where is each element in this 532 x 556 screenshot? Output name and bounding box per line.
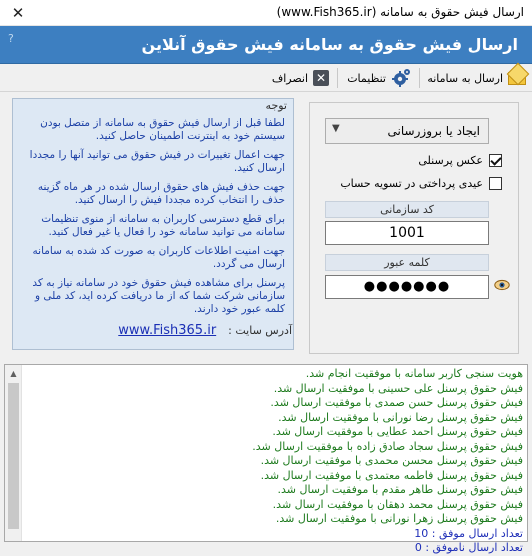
- close-icon: ✕: [313, 70, 329, 86]
- form-panel: [309, 102, 519, 354]
- log-line: فیش حقوق پرسنل فاطمه معتمدی با موفقیت ارسال شد.: [260, 468, 523, 482]
- note-item: جهت اعمال تغییرات در فیش حقوق می توانید آنها را مجددا ارسال کنید.: [29, 149, 285, 174]
- note-item: جهت امنیت اطلاعات کاربران به صورت کد شده به سامانه ارسال می گردد.: [32, 245, 285, 270]
- close-window-button[interactable]: ✕: [11, 4, 25, 22]
- log-line: هویت سنجی کاربر سامانه با موفقیت انجام شد.: [305, 367, 523, 380]
- log-line: فیش حقوق پرسنل سجاد صادق زاده با موفقیت ارسال شد.: [252, 439, 523, 453]
- gear-icon: [391, 68, 411, 88]
- note-item: پرسنل برای مشاهده فیش حقوق خود در سامانه نیاز به کد سازمانی شرکت شما که از ما دریافت کرده اید، کد ملی و کلمه عبور خود دارند.: [32, 277, 285, 315]
- note-panel: [12, 98, 294, 350]
- note-title: توجه: [265, 99, 287, 112]
- page-title: ارسال فیش حقوق به سامانه فیش حقوق آنلاین: [141, 35, 518, 54]
- title-bar: [0, 0, 532, 26]
- log-line: فیش حقوق پرسنل علی حسینی با موفقیت ارسال شد.: [273, 381, 523, 395]
- log-output[interactable]: [4, 364, 528, 554]
- password-label: کلمه عبور: [325, 254, 489, 271]
- org-code-label: کد سازمانی: [325, 201, 489, 218]
- scrollbar-thumb[interactable]: [8, 383, 19, 529]
- header-banner: [0, 26, 532, 64]
- window-title: ارسال فیش حقوق به سامانه (www.Fish365.ir): [276, 5, 524, 19]
- log-line: فیش حقوق پرسنل رضا نورانی با موفقیت ارسال شد.: [278, 410, 523, 424]
- operation-mode-select[interactable]: [325, 118, 489, 144]
- note-item: لطفا قبل از ارسال فیش حقوق به سامانه از متصل بودن سیستم خود به اینترنت اطمینان حاصل کنید.: [40, 117, 285, 142]
- toolbar: [0, 64, 532, 92]
- org-code-field[interactable]: 1001: [325, 221, 489, 245]
- eid-payment-checkbox-row[interactable]: [340, 174, 502, 192]
- success-count: تعداد ارسال موفق : 10: [414, 526, 523, 540]
- toolbar-divider: [337, 68, 338, 88]
- log-line: فیش حقوق پرسنل احمد عطایی با موفقیت ارسال شد.: [272, 425, 523, 438]
- envelope-icon: [508, 72, 526, 85]
- eid-payment-checkbox[interactable]: [489, 177, 502, 190]
- settings-label: تنظیمات: [347, 71, 386, 85]
- log-lines: [23, 367, 523, 556]
- personnel-photo-checkbox[interactable]: [489, 154, 502, 167]
- send-to-system-button[interactable]: [427, 67, 526, 89]
- failed-count: تعداد ارسال ناموفق : 0: [414, 541, 523, 554]
- website-link[interactable]: www.Fish365.ir: [118, 323, 217, 338]
- note-list: [19, 117, 285, 322]
- help-icon[interactable]: ?: [8, 32, 14, 45]
- log-line: فیش حقوق پرسنل طاهر مقدم با موفقیت ارسال شد.: [277, 483, 523, 496]
- personnel-photo-label: عکس پرسنلی: [418, 153, 483, 167]
- operation-mode-value: ایجاد یا بروزرسانی: [387, 124, 480, 138]
- log-line: فیش حقوق پرسنل محمد دهقان با موفقیت ارسال شد.: [272, 497, 523, 511]
- cancel-label: انصراف: [271, 71, 308, 85]
- note-item: برای قطع دسترسی کاربران به سامانه از منوی تنظیمات سامانه می توانید سامانه خود را فعال یا غیر فعال کنید.: [41, 213, 285, 238]
- log-line: فیش حقوق پرسنل حسن صمدی با موفقیت ارسال شد.: [270, 396, 523, 409]
- website-address-label: آدرس سایت :: [228, 324, 292, 337]
- website-address: [118, 323, 292, 338]
- log-scrollbar[interactable]: [5, 365, 22, 541]
- personnel-photo-checkbox-row[interactable]: [418, 151, 502, 169]
- show-password-icon[interactable]: [494, 279, 510, 291]
- note-item: جهت حذف فیش های حقوق ارسال شده در هر ماه گزینه حذف را انتخاب کرده مجددا فیش را ارسال کنید.: [37, 181, 285, 206]
- password-field[interactable]: ●●●●●●●: [325, 275, 489, 299]
- toolbar-divider: [419, 68, 420, 88]
- send-to-system-label: ارسال به سامانه: [427, 71, 503, 85]
- log-line: فیش حقوق پرسنل محسن محمدی با موفقیت ارسال شد.: [260, 454, 523, 467]
- log-line: فیش حقوق پرسنل زهرا نورانی با موفقیت ارسال شد.: [275, 512, 523, 525]
- settings-button[interactable]: [347, 67, 411, 89]
- eid-payment-label: عیدی پرداختی در تسویه حساب: [340, 176, 483, 190]
- scroll-up-icon[interactable]: ▲: [10, 369, 17, 378]
- chevron-down-icon: ▼: [332, 123, 340, 134]
- cancel-button[interactable]: [272, 67, 329, 89]
